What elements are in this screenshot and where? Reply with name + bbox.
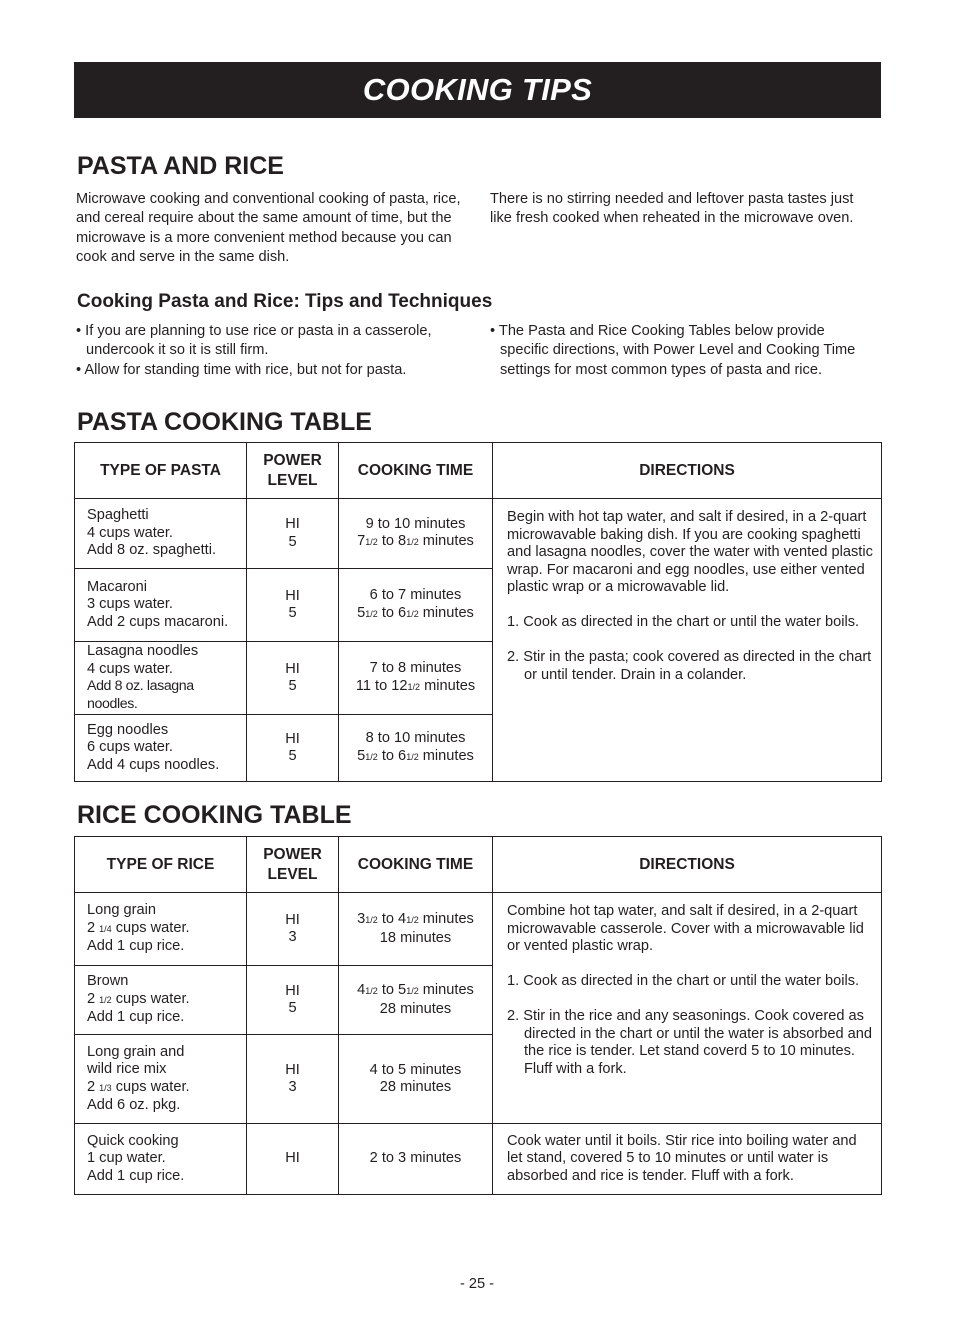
power-level-cell xyxy=(247,569,339,642)
cell-line: 2 1/4 cups water. xyxy=(87,919,190,936)
column-header: POWER LEVEL xyxy=(247,443,339,499)
cell-line: Egg noodles xyxy=(87,721,169,738)
directions-text: Combine hot tap water, and salt if desired, in a 2-quart microwavable casserole. Cover with a microwavable lid or vented plastic wrap. xyxy=(507,903,864,954)
column-header: POWER LEVEL xyxy=(247,837,339,893)
cell-line: Macaroni xyxy=(87,578,148,595)
directions-step: 1. Cook as directed in the chart or until the water boils. xyxy=(507,614,860,630)
cell-line: 31/2 to 41/2 minutes xyxy=(357,911,474,927)
cell-line: Add 6 oz. pkg. xyxy=(87,1097,181,1113)
table-row xyxy=(75,893,882,966)
cell-line: Long grain xyxy=(87,902,156,919)
cooking-time-cell xyxy=(339,499,493,569)
cell-line: 4 cups water. xyxy=(87,660,173,677)
tips-subheading: Cooking Pasta and Rice: Tips and Techniques xyxy=(77,291,493,312)
title-banner xyxy=(74,62,881,118)
column-header: COOKING TIME xyxy=(339,837,493,893)
section-heading-rice-table: RICE COOKING TABLE xyxy=(77,801,352,829)
directions-step: 1. Cook as directed in the chart or until the water boils. xyxy=(507,973,860,989)
rice-cooking-table xyxy=(74,836,882,1195)
page-number: - 25 - xyxy=(459,1276,495,1292)
cell-line: Add 1 cup rice. xyxy=(87,938,185,955)
pasta-type-cell xyxy=(75,569,247,642)
cell-line: 8 to 10 minutes xyxy=(365,730,466,746)
cell-line: 51/2 to 61/2 minutes xyxy=(357,604,474,621)
section-heading-pasta-and-rice: PASTA AND RICE xyxy=(77,152,284,180)
rice-type-cell xyxy=(75,966,247,1035)
power-level-cell xyxy=(247,893,339,966)
cell-line: 3 xyxy=(288,929,297,945)
directions-step: 2. Stir in the pasta; cook covered as directed in the chart or until tender. Drain in a colander. xyxy=(507,649,872,683)
rice-type-cell xyxy=(75,1124,247,1195)
tip-item: • The Pasta and Rice Cooking Tables below provide specific directions, with Power Level and Cooking Time settings for most common types of pasta and rice. xyxy=(490,323,856,378)
power-level-cell xyxy=(247,715,339,782)
cell-line: 2 1/3 cups water. xyxy=(87,1078,190,1095)
cell-line: 5 xyxy=(288,1000,297,1016)
table-header-row xyxy=(75,837,882,893)
cell-line: Add 8 oz. lasagna noodles. xyxy=(87,678,194,712)
pasta-cooking-table xyxy=(74,442,882,782)
cooking-time-cell xyxy=(339,966,493,1035)
cell-line: 6 to 7 minutes xyxy=(369,587,462,603)
cell-line: 18 minutes xyxy=(379,929,452,946)
page-title: COOKING TIPS xyxy=(362,72,593,107)
cooking-time-cell xyxy=(339,569,493,642)
cell-line: Quick cooking xyxy=(87,1132,179,1149)
column-header: DIRECTIONS xyxy=(493,443,882,499)
power-level-cell xyxy=(247,966,339,1035)
cell-line: 5 xyxy=(288,533,297,550)
cell-line: HI xyxy=(285,911,300,928)
cell-line: 5 xyxy=(288,678,297,694)
cooking-time-cell xyxy=(339,1035,493,1124)
cooking-time-cell: 2 to 3 minutes xyxy=(339,1124,493,1195)
cell-line: 71/2 to 81/2 minutes xyxy=(357,533,474,549)
cell-line: 51/2 to 61/2 minutes xyxy=(357,747,474,764)
cooking-time-cell xyxy=(339,642,493,715)
cell-line: Add 2 cups macaroni. xyxy=(87,613,229,630)
quick-rice-directions-cell: Cook water until it boils. Stir rice into boiling water and let stand, covered 5 to 10 minutes or until water is absorbed and rice is tender. Fluff with a fork. xyxy=(493,1124,882,1195)
cell-line: Spaghetti xyxy=(87,507,149,524)
cell-line: 4 cups water. xyxy=(87,524,173,541)
cell-line: HI xyxy=(285,516,300,532)
cell-line: HI xyxy=(285,660,300,677)
cell-line: Lasagna noodles xyxy=(87,643,199,659)
cell-line: 41/2 to 51/2 minutes xyxy=(357,982,474,998)
cell-line: HI xyxy=(285,587,300,604)
tip-item: • If you are planning to use rice or pasta in a casserole, undercook it so it is still firm. xyxy=(76,323,432,359)
cell-line: 3 cups water. xyxy=(87,596,173,613)
directions-step: 2. Stir in the rice and any seasonings. Cook covered as directed in the chart or until the water is absorbed and the rice is tender. Let stand coverd 5 to 10 minutes. Fluff with a fork. xyxy=(507,1008,873,1077)
cell-line: Add 8 oz. spaghetti. xyxy=(87,542,216,559)
rice-directions-cell xyxy=(493,893,882,1124)
cell-line: 2 1/2 cups water. xyxy=(87,990,190,1007)
pasta-type-cell xyxy=(75,715,247,782)
cell-line: Brown xyxy=(87,973,129,990)
cell-line: HI xyxy=(285,982,300,999)
tip-item: • Allow for standing time with rice, but not for pasta. xyxy=(76,361,407,378)
cell-line: 6 cups water. xyxy=(87,739,173,756)
pasta-type-cell xyxy=(75,499,247,569)
cell-line: 1 cup water. xyxy=(87,1150,166,1167)
cell-line: 11 to 121/2 minutes xyxy=(355,677,476,694)
cell-line: wild rice mix xyxy=(87,1061,167,1077)
table-header-row xyxy=(75,443,882,499)
cell-line: 28 minutes xyxy=(379,1000,452,1017)
rice-type-cell xyxy=(75,893,247,966)
power-level-cell xyxy=(247,499,339,569)
cell-line: Add 1 cup rice. xyxy=(87,1167,185,1184)
pasta-type-cell xyxy=(75,642,247,715)
cell-line: 3 xyxy=(288,1079,297,1095)
power-level-cell xyxy=(247,1035,339,1124)
cell-line: 28 minutes xyxy=(379,1079,452,1095)
column-header: DIRECTIONS xyxy=(493,837,882,893)
cell-line: 5 xyxy=(288,748,297,764)
cell-line: HI xyxy=(285,1061,300,1078)
table-row xyxy=(75,499,882,569)
column-header: COOKING TIME xyxy=(339,443,493,499)
cell-line: 4 to 5 minutes xyxy=(369,1061,462,1078)
cell-line: HI xyxy=(285,730,300,747)
power-level-cell xyxy=(247,642,339,715)
cell-line: 7 to 8 minutes xyxy=(369,660,462,676)
cell-line: Add 1 cup rice. xyxy=(87,1009,185,1026)
section-heading-pasta-table: PASTA COOKING TABLE xyxy=(77,408,372,436)
cell-line: 9 to 10 minutes xyxy=(365,515,466,532)
intro-paragraph-right: There is no stirring needed and leftover pasta tastes just like fresh cooked when reheated in the microwave oven. xyxy=(490,191,854,227)
directions-text: Begin with hot tap water, and salt if desired, in a 2-quart microwavable baking dish. If you are cooking spaghetti and lasagna noodles, cover the water with vented plastic wrap. For macaroni and egg noodles, use either vented plastic wrap or a microwavable lid. xyxy=(507,509,873,595)
cooking-time-cell xyxy=(339,893,493,966)
rice-type-cell xyxy=(75,1035,247,1124)
column-header: TYPE OF PASTA xyxy=(75,443,247,499)
cell-line: 5 xyxy=(288,605,297,621)
cell-line: Long grain and xyxy=(87,1043,185,1060)
tips-list-left xyxy=(76,322,471,380)
power-level-cell: HI xyxy=(247,1124,339,1195)
column-header: TYPE OF RICE xyxy=(75,837,247,893)
cell-line: Add 4 cups noodles. xyxy=(87,756,220,773)
table-row xyxy=(75,1124,882,1195)
pasta-directions-cell xyxy=(493,499,882,782)
intro-paragraph-left: Microwave cooking and conventional cooking of pasta, rice, and cereal require about the same amount of time, but the microwave is a more convenient method because you can cook and serve in the same dish. xyxy=(76,191,461,265)
tips-list-right xyxy=(490,322,865,380)
cooking-time-cell xyxy=(339,715,493,782)
